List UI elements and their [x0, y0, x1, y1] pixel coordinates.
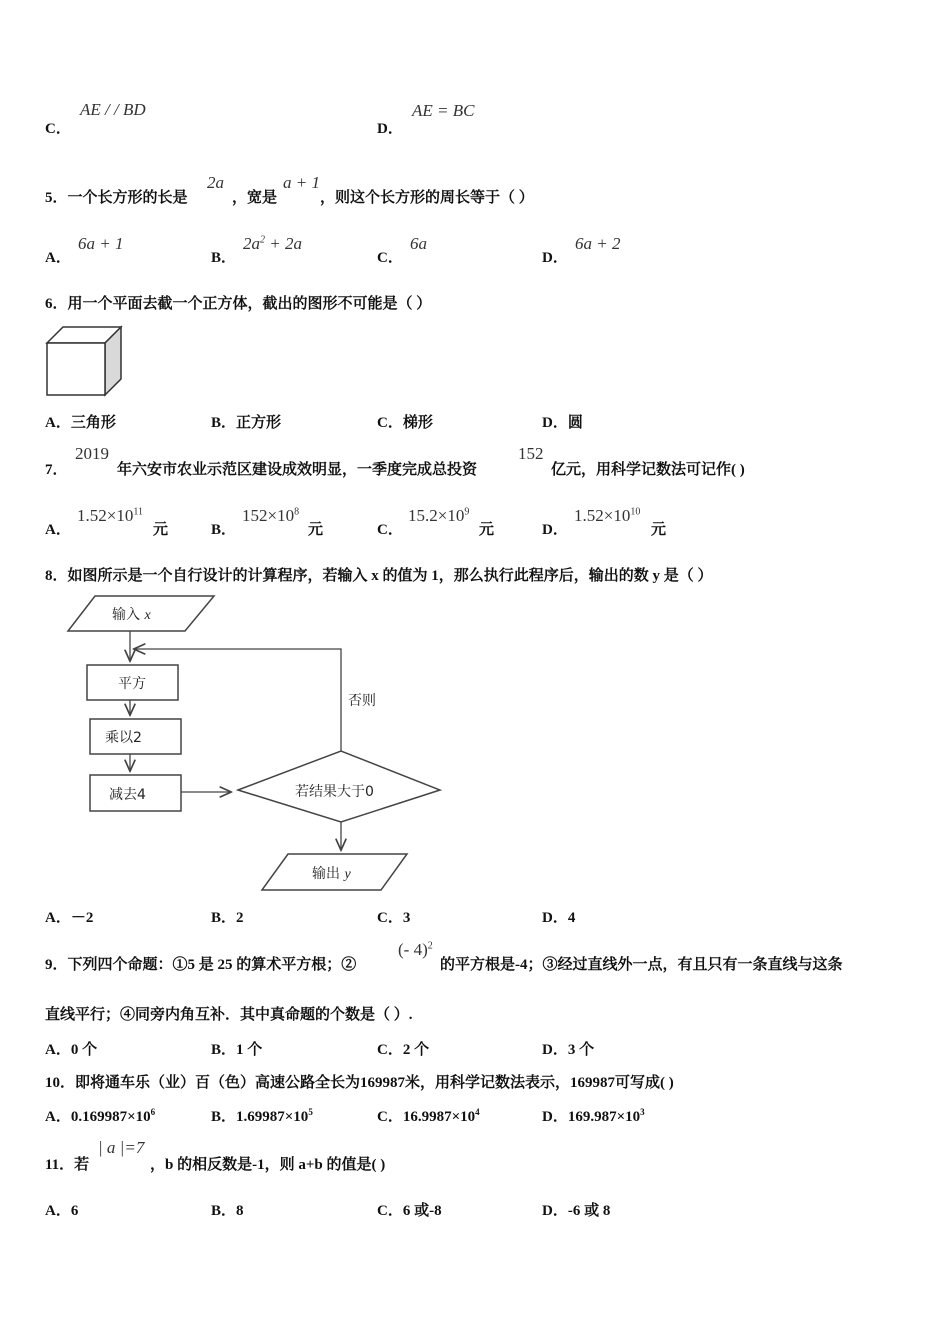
q10-option-b: B．$1.69987\times 10^5$ [211, 1107, 313, 1125]
q11-stem-part1: 11．若 [45, 1157, 90, 1173]
q8-option-a: A．－2 [45, 910, 94, 926]
q7-option-c-unit: 元 [479, 522, 495, 538]
q4-option-d-expr: AE = BC [412, 101, 475, 120]
q7-option-a-expr: $1.52\times 10^{11}$ [77, 506, 143, 525]
q6-option-d: D．圆 [542, 415, 583, 431]
q7-option-d-expr: $1.52\times 10^{10}$ [574, 506, 641, 525]
q9-option-b: B．1 个 [211, 1042, 263, 1058]
q10-stem: 10．即将通车乐（业）百（色）高速公路全长为169987米，用科学记数法表示，169987可写成( ) [45, 1075, 674, 1091]
q7-option-b-unit: 元 [308, 522, 324, 538]
flowchart-subtract-text: 减去4 [109, 787, 146, 803]
q10-option-a: A．$0.169987\times 10^6$ [45, 1107, 156, 1125]
q10-option-c: C．$16.9987\times 10^4$ [377, 1107, 480, 1125]
q11-option-c: C．6 或-8 [377, 1203, 442, 1219]
q8-option-d: D．4 [542, 910, 576, 926]
q10-option-d: D．$169.987\times 10^3$ [542, 1107, 645, 1125]
q7-stem-part2: 亿元，用科学记数法可记作( ) [551, 462, 745, 478]
q5-stem-part3: ，则这个长方形的周长等于（ ） [320, 190, 534, 206]
q7-stem-part1: 年六安市农业示范区建设成效明显，一季度完成总投资 [117, 462, 478, 478]
q5-option-a-expr: 6a + 1 [78, 234, 124, 253]
q4-option-c-expr: AE / / BD [80, 100, 146, 119]
q9-stem-part1: 9．下列四个命题：①5 是 25 的算术平方根；② [45, 957, 357, 973]
q7-option-b-expr: $152\times 10^8$ [242, 506, 300, 525]
flowchart-square-text: 平方 [118, 676, 146, 692]
q4-option-c-letter: C． [45, 121, 71, 137]
q7-option-c-letter: C． [377, 522, 403, 538]
q5-option-c-expr: 6a [410, 234, 427, 253]
flowchart-decision-text: 若结果大于0 [295, 784, 374, 800]
q5-option-d-expr: 6a + 2 [575, 234, 621, 253]
flowchart-multiply-text: 乘以2 [105, 730, 142, 746]
q7-option-d-letter: D． [542, 522, 568, 538]
q9-option-a: A．0 个 [45, 1042, 98, 1058]
q4-option-d-letter: D． [377, 121, 403, 137]
q9-stem-line2: 直线平行；④同旁内角互补．其中真命题的个数是（ ）. [45, 1007, 413, 1023]
q7-option-a-unit: 元 [153, 522, 169, 538]
q9-stem-part2: 的平方根是-4；③经过直线外一点，有且只有一条直线与这条 [440, 957, 843, 973]
q8-option-b: B．2 [211, 910, 244, 926]
q5-option-a-letter: A． [45, 250, 71, 266]
q7-option-d-unit: 元 [651, 522, 667, 538]
q6-stem: 6．用一个平面去截一个正方体，截出的图形不可能是（ ） [45, 296, 432, 312]
q5-option-c-letter: C． [377, 250, 403, 266]
q11-option-a: A．6 [45, 1203, 79, 1219]
q5-option-d-letter: D． [542, 250, 568, 266]
q7-option-c-expr: $15.2\times 10^9$ [408, 506, 470, 525]
q8-stem: 8．如图所示是一个自行设计的计算程序，若输入 x 的值为 1，那么执行此程序后，输出的数 y 是（ ） [45, 568, 713, 584]
q6-option-c: C．梯形 [377, 415, 433, 431]
q9-option-c: C．2 个 [377, 1042, 430, 1058]
q5-option-b-expr: $2a^2 + 2a$ [243, 234, 302, 253]
flowchart-output-text: 输出 y [312, 866, 351, 882]
q7-year: 2019 [75, 444, 109, 463]
q5-stem-part2: ，宽是 [232, 190, 278, 206]
q9-expr: (- 4)$^2$ [398, 940, 433, 959]
q8-option-c: C．3 [377, 910, 411, 926]
q11-stem-part2: ，b 的相反数是-1，则 a+b 的值是( ) [150, 1157, 386, 1173]
q11-option-b: B．8 [211, 1203, 244, 1219]
q5-length-expr: 2a [207, 173, 224, 192]
cube-figure [45, 323, 125, 399]
q5-width-expr: a + 1 [283, 173, 320, 192]
q9-option-d: D．3 个 [542, 1042, 595, 1058]
q11-option-d: D．-6 或 8 [542, 1203, 611, 1219]
q7-amount: 152 [518, 444, 544, 463]
q5-stem-part1: 5．一个长方形的长是 [45, 190, 188, 206]
flowchart-figure [60, 594, 450, 894]
q6-option-b: B．正方形 [211, 415, 282, 431]
flowchart-input-text: 输入 x [112, 607, 151, 623]
flowchart-else-label: 否则 [348, 693, 376, 709]
q5-option-b-letter: B． [211, 250, 237, 266]
q6-option-a: A．三角形 [45, 415, 116, 431]
q7-option-a-letter: A． [45, 522, 71, 538]
q7-option-b-letter: B． [211, 522, 237, 538]
q11-expr: | a |=7 [98, 1138, 145, 1157]
q7-number: 7． [45, 462, 68, 478]
